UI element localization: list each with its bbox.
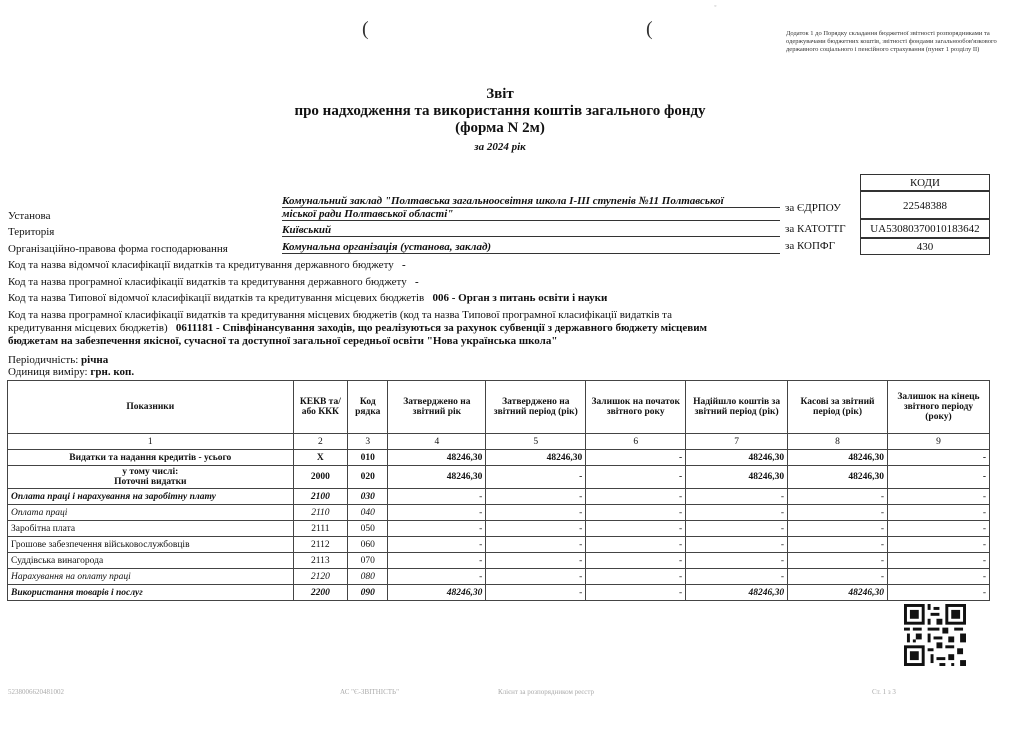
typical-prog-label-2: кредитування місцевих бюджетів) — [8, 322, 168, 334]
row-kekv: 2120 — [293, 569, 347, 585]
table-row — [8, 585, 990, 601]
legal-form-label: Організаційно-правова форма господарювання — [8, 243, 228, 255]
typical-dept-value: 006 - Орган з питань освіти і науки — [432, 292, 608, 304]
row-code: 030 — [348, 489, 388, 505]
row-c8: - — [788, 569, 888, 585]
institution-name-2: міської ради Полтавської області" — [282, 208, 780, 221]
unit — [8, 366, 134, 378]
edrpou-value: 22548388 — [860, 191, 990, 219]
row-code: 060 — [348, 537, 388, 553]
row-c7: - — [686, 537, 788, 553]
row-kekv: 2113 — [293, 553, 347, 569]
row-c8: 48246,30 — [788, 450, 888, 466]
col-indicators: Показники — [8, 381, 294, 434]
report-period: за 2024 рік — [474, 141, 526, 153]
row-code: 040 — [348, 505, 388, 521]
report-form: (форма N 2м) — [455, 120, 545, 136]
row-c8: 48246,30 — [788, 585, 888, 601]
row-kekv: 2112 — [293, 537, 347, 553]
col-approved-period: Затверджено на звітний період (рік) — [486, 381, 586, 434]
report-table — [7, 380, 990, 601]
row-name: Видатки та надання кредитів - усього — [8, 450, 294, 466]
col-cash: Касові за звітний період (рік) — [788, 381, 888, 434]
row-name-2: Поточні видатки — [114, 477, 187, 487]
table-number-row — [8, 434, 990, 450]
row-code: 010 — [348, 450, 388, 466]
edrpou-label: за ЄДРПОУ — [785, 202, 841, 214]
row-c7: - — [686, 569, 788, 585]
row-c8: 48246,30 — [788, 466, 888, 489]
table-row — [8, 569, 990, 585]
dept-state-text: Код та назва відомчої класифікації видатків та кредитування державного бюджету — [8, 259, 394, 271]
col-num: 6 — [586, 434, 686, 450]
row-c6: - — [586, 553, 686, 569]
row-c7: - — [686, 505, 788, 521]
typical-dept-text: Код та назва Типової відомчої класифікації видатків та кредитування місцевих бюджетів — [8, 292, 425, 304]
institution-name-1: Комунальний заклад "Полтавська загальноосвітня школа I-III ступенів №11 Полтавської — [282, 195, 780, 208]
typical-dept-label — [8, 292, 607, 304]
row-c4: - — [388, 553, 486, 569]
col-row-code: Код рядка — [348, 381, 388, 434]
row-c6: - — [586, 466, 686, 489]
row-c5: - — [486, 569, 586, 585]
row-c8: - — [788, 505, 888, 521]
typical-prog-label-1: Код та назва програмної класифікації видатків та кредитування місцевих бюджетів (код та назва Типової програмної класифікації видатків та — [8, 309, 672, 321]
row-c9: - — [887, 521, 989, 537]
row-name — [8, 466, 294, 489]
row-code: 080 — [348, 569, 388, 585]
row-code: 020 — [348, 466, 388, 489]
row-c8: - — [788, 537, 888, 553]
row-c5: - — [486, 489, 586, 505]
institution-label: Установа — [8, 210, 51, 222]
row-c6: - — [586, 450, 686, 466]
scan-mark-dot: ◦ — [714, 2, 717, 10]
row-name: Використання товарів і послуг — [8, 585, 294, 601]
row-name: Суддівська винагорода — [8, 553, 294, 569]
row-c9: - — [887, 537, 989, 553]
row-c4: 48246,30 — [388, 585, 486, 601]
row-c8: - — [788, 553, 888, 569]
row-c4: - — [388, 505, 486, 521]
codes-header: КОДИ — [860, 174, 990, 191]
periodicity-value: річна — [81, 354, 109, 366]
prog-state-text: Код та назва програмної класифікації видатків та кредитування державного бюджету — [8, 276, 407, 288]
row-c6: - — [586, 585, 686, 601]
row-c4: - — [388, 489, 486, 505]
territory-label: Територія — [8, 226, 55, 238]
table-row — [8, 537, 990, 553]
row-c7: - — [686, 489, 788, 505]
report-title: Звіт — [486, 86, 514, 102]
footer-client: Клієнт за розпорядником реєстр — [498, 688, 595, 696]
col-received: Надійшло коштів за звітний період (рік) — [686, 381, 788, 434]
col-num: 9 — [887, 434, 989, 450]
col-balance-start: Залишок на початок звітного року — [586, 381, 686, 434]
row-name: Оплата праці — [8, 505, 294, 521]
table-row — [8, 489, 990, 505]
table-row — [8, 450, 990, 466]
col-num: 1 — [8, 434, 294, 450]
row-name: Заробітна плата — [8, 521, 294, 537]
qr-code-icon — [904, 604, 966, 666]
row-kekv: 2111 — [293, 521, 347, 537]
row-kekv: 2100 — [293, 489, 347, 505]
col-num: 3 — [348, 434, 388, 450]
row-c9: - — [887, 505, 989, 521]
periodicity — [8, 354, 108, 366]
table-row — [8, 521, 990, 537]
typical-prog-line-2 — [8, 322, 768, 334]
row-c4: 48246,30 — [388, 450, 486, 466]
row-c5: 48246,30 — [486, 450, 586, 466]
row-name: Нарахування на оплату праці — [8, 569, 294, 585]
typical-prog-value-2: бюджетам на забезпечення якісної, сучасної та доступної загальної середньої освіти "Нова українська школа" — [8, 335, 558, 347]
row-c6: - — [586, 569, 686, 585]
table-row — [8, 553, 990, 569]
row-c9: - — [887, 450, 989, 466]
row-c6: - — [586, 489, 686, 505]
row-c6: - — [586, 505, 686, 521]
row-c9: - — [887, 466, 989, 489]
row-c7: 48246,30 — [686, 585, 788, 601]
annex-note: Додаток 1 до Порядку складання бюджетної звітності розпорядниками та одержувачами бюджетних коштів, звітності фондами загальнообов'язкового державного соціального і пенсійного страхування (пункт 1 розділу II) — [786, 30, 997, 53]
territory-value: Київський — [282, 224, 780, 237]
scan-mark-left: ( — [362, 18, 369, 40]
report-subtitle: про надходження та використання коштів загального фонду — [294, 103, 706, 119]
row-c4: - — [388, 569, 486, 585]
table-row — [8, 505, 990, 521]
kopfg-value: 430 — [860, 238, 990, 255]
row-kekv: X — [293, 450, 347, 466]
row-code: 070 — [348, 553, 388, 569]
row-kekv: 2000 — [293, 466, 347, 489]
periodicity-label: Періодичність: — [8, 354, 79, 366]
katottg-value: UA53080370010183642 — [860, 219, 990, 238]
row-c8: - — [788, 521, 888, 537]
col-num: 8 — [788, 434, 888, 450]
row-c9: - — [887, 569, 989, 585]
row-kekv: 2110 — [293, 505, 347, 521]
col-num: 4 — [388, 434, 486, 450]
row-c9: - — [887, 553, 989, 569]
row-c5: - — [486, 585, 586, 601]
table-header-row — [8, 381, 990, 434]
prog-state-label — [8, 276, 419, 288]
row-code: 050 — [348, 521, 388, 537]
row-c5: - — [486, 466, 586, 489]
row-c5: - — [486, 537, 586, 553]
col-num: 2 — [293, 434, 347, 450]
unit-value: грн. коп. — [90, 366, 135, 378]
footer-id: 5238006620481002 — [8, 688, 64, 696]
footer-page: Ст. 1 з 3 — [872, 688, 896, 696]
dept-state-label — [8, 259, 406, 271]
row-c4: 48246,30 — [388, 466, 486, 489]
col-approved-year: Затверджено на звітний рік — [388, 381, 486, 434]
col-kekv: КЕКВ та/або ККК — [293, 381, 347, 434]
typical-prog-value-1: 0611181 - Співфінансування заходів, що реалізуються за рахунок субвенції з державного бюджету місцевим — [175, 322, 708, 334]
row-c7: - — [686, 521, 788, 537]
row-c9: - — [887, 585, 989, 601]
row-c5: - — [486, 521, 586, 537]
row-c9: - — [887, 489, 989, 505]
row-c4: - — [388, 521, 486, 537]
row-c5: - — [486, 553, 586, 569]
row-name: Оплата праці і нарахування на заробітну плату — [8, 489, 294, 505]
row-c5: - — [486, 505, 586, 521]
dept-state-value: - — [401, 259, 406, 271]
kopfg-label: за КОПФГ — [785, 240, 835, 252]
legal-form-value: Комунальна організація (установа, заклад) — [282, 241, 780, 254]
row-c7: - — [686, 553, 788, 569]
row-c7: 48246,30 — [686, 450, 788, 466]
table-row — [8, 466, 990, 489]
row-name: Грошове забезпечення військовослужбовців — [8, 537, 294, 553]
row-c6: - — [586, 537, 686, 553]
row-c4: - — [388, 537, 486, 553]
row-c8: - — [788, 489, 888, 505]
row-kekv: 2200 — [293, 585, 347, 601]
row-c7: 48246,30 — [686, 466, 788, 489]
prog-state-value: - — [414, 276, 419, 288]
row-c6: - — [586, 521, 686, 537]
footer-system: АС "Є-ЗВІТНІСТЬ" — [340, 688, 399, 696]
row-code: 090 — [348, 585, 388, 601]
scan-mark-right: ( — [646, 18, 653, 40]
row-name-1: у тому числі: — [122, 467, 179, 477]
unit-label: Одиниця виміру: — [8, 366, 88, 378]
katottg-label: за КАТОТТГ — [785, 223, 846, 235]
col-balance-end: Залишок на кінець звітного періоду (року) — [887, 381, 989, 434]
col-num: 7 — [686, 434, 788, 450]
col-num: 5 — [486, 434, 586, 450]
